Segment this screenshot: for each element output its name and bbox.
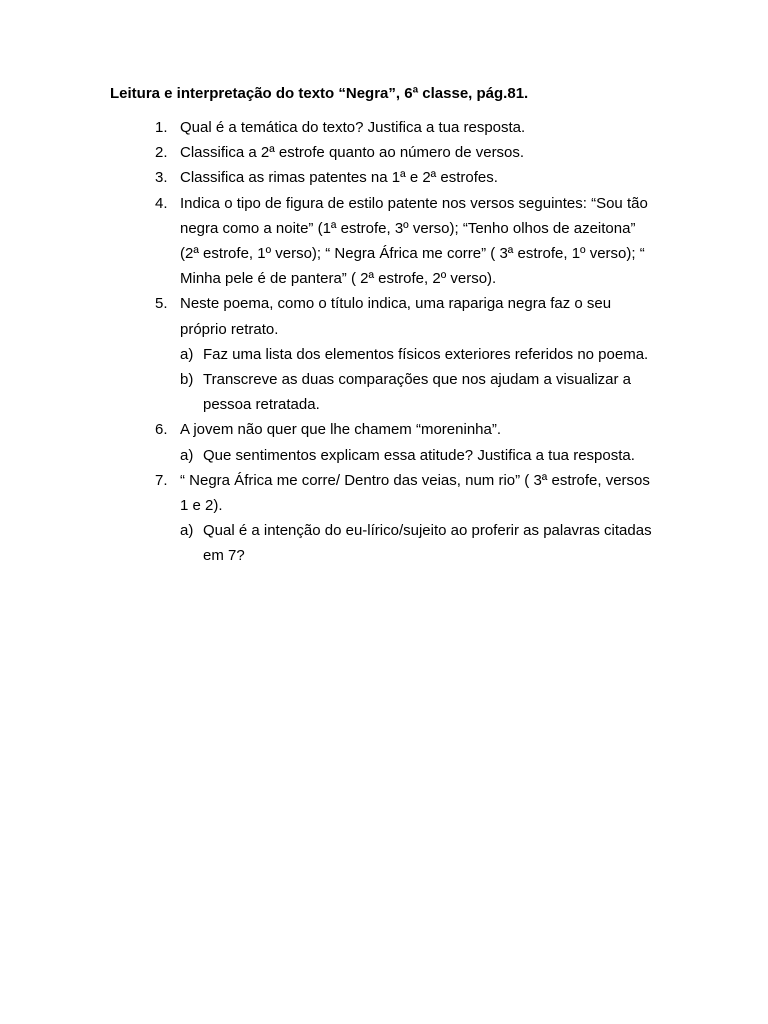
document-title: Leitura e interpretação do texto “Negra”, 6ª classe, pág.81. (110, 85, 529, 102)
question-item (0, 140, 654, 165)
subquestion-text: Qual é a intenção do eu-lírico/sujeito ao proferir as palavras citadas em 7? (203, 522, 652, 565)
question-number: 5. (155, 295, 168, 313)
question-item (0, 115, 654, 140)
question-number: 6. (155, 421, 168, 439)
subquestion-text: Faz uma lista dos elementos físicos exteriores referidos no poema. (203, 345, 649, 363)
subquestion-item (180, 443, 654, 468)
question-item (0, 417, 654, 467)
subquestion-list (180, 342, 654, 418)
subquestion-item (180, 518, 654, 568)
subquestion-list (180, 443, 654, 468)
question-item (0, 291, 654, 417)
question-number: 7. (155, 471, 168, 489)
question-number: 2. (155, 144, 168, 162)
question-text: “ Negra África me corre/ Dentro das veias, num rio” ( 3ª estrofe, versos 1 e 2). (180, 471, 650, 515)
question-number: 3. (155, 169, 168, 187)
subquestion-item (180, 342, 654, 367)
subquestion-text: Que sentimentos explicam essa atitude? Justifica a tua resposta. (203, 446, 635, 464)
subquestion-letter: a) (180, 446, 194, 464)
question-list (0, 115, 768, 569)
question-text: Qual é a temática do texto? Justifica a tua resposta. (180, 119, 526, 136)
question-text: Classifica as rimas patentes na 1ª e 2ª estrofes. (180, 169, 498, 187)
question-item (0, 468, 654, 569)
question-text: Classifica a 2ª estrofe quanto ao número de versos. (180, 144, 525, 162)
subquestion-letter: b) (180, 371, 194, 389)
question-text: Neste poema, como o título indica, uma rapariga negra faz o seu próprio retrato. (180, 295, 612, 338)
question-text: Indica o tipo de figura de estilo patente nos versos seguintes: “Sou tão negra como a noite” (1ª estrofe, 3º verso); “Tenho olhos de azeitona” (2ª estrofe, 1º verso); “ Negra África me corre” ( 3ª estrofe, 1º verso); “ Minha pele é de pantera” ( 2ª estrofe, 2º verso). (180, 194, 648, 288)
question-item (0, 191, 654, 292)
question-item (0, 165, 654, 190)
question-text: A jovem não quer que lhe chamem “moreninha”. (180, 421, 502, 439)
subquestion-text: Transcreve as duas comparações que nos ajudam a visualizar a pessoa retratada. (203, 371, 631, 414)
question-number: 1. (155, 119, 168, 136)
subquestion-list (180, 518, 654, 568)
subquestion-item (180, 367, 654, 417)
question-number: 4. (155, 194, 168, 212)
subquestion-letter: a) (180, 345, 194, 363)
subquestion-letter: a) (180, 522, 194, 540)
